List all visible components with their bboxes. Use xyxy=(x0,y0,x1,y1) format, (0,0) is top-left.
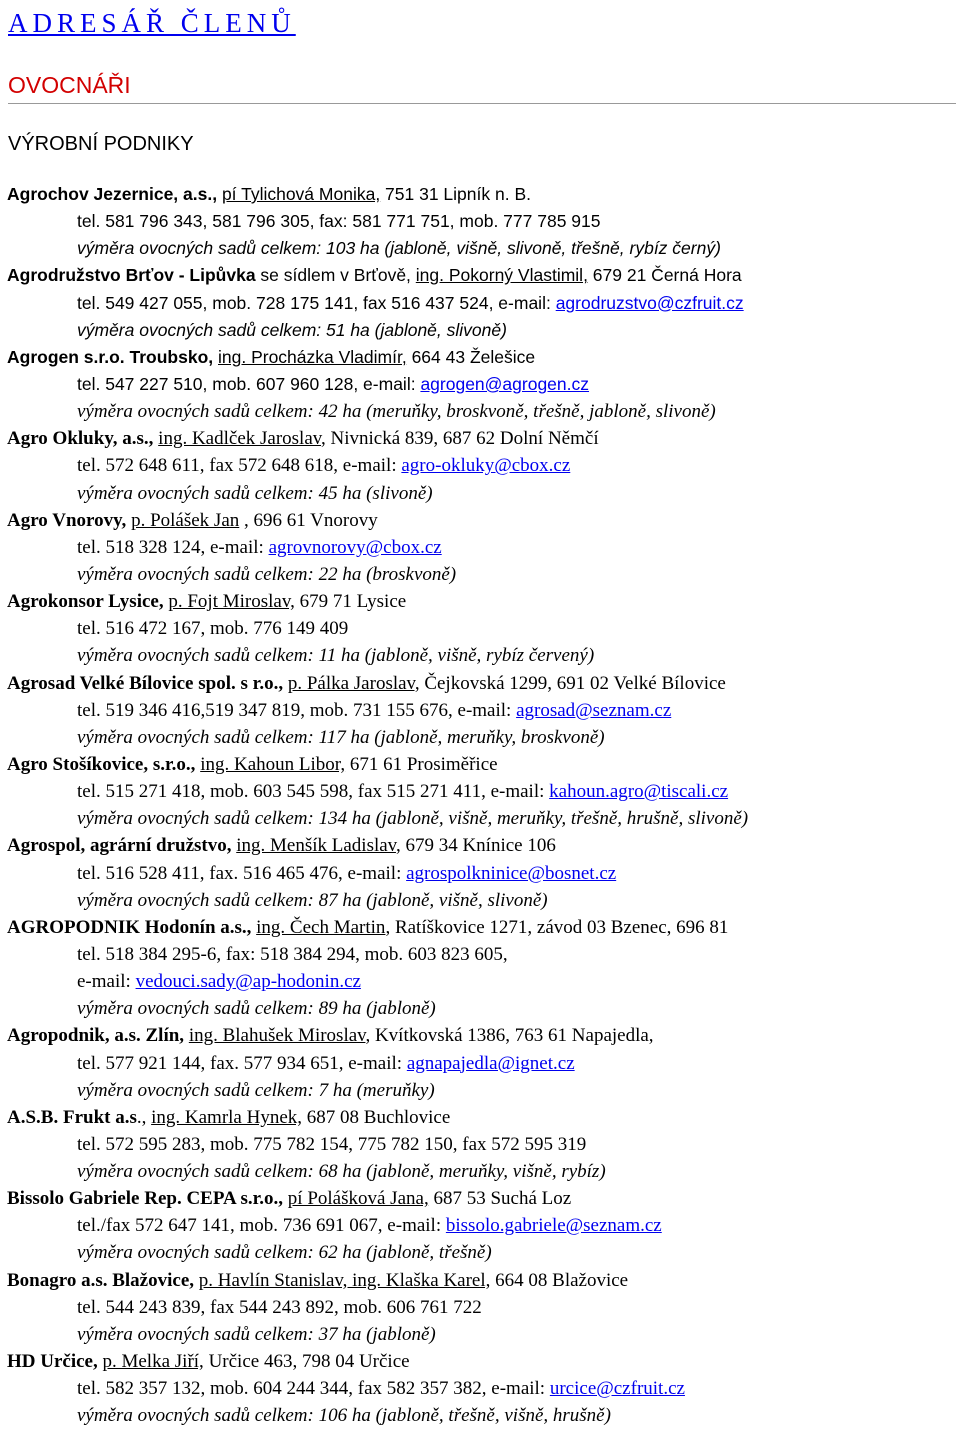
contact-line xyxy=(0,452,960,479)
text-segment: tel. 547 227 510, mob. 607 960 128, e-mail: xyxy=(77,373,421,394)
contact-line xyxy=(0,534,960,561)
contact-line xyxy=(0,1294,960,1321)
text-segment: , Kvítkovská 1386, 763 61 Napajedla, xyxy=(365,1025,654,1047)
orchard-area-line xyxy=(0,1077,960,1104)
orchard-area-line xyxy=(0,1402,960,1429)
text-segment: Určice 463, 798 04 Určice xyxy=(203,1351,410,1373)
company-name: Agropodnik, a.s. Zlín, xyxy=(7,1025,189,1047)
company-line xyxy=(0,1022,960,1049)
section-divider xyxy=(8,103,956,104)
orchard-area-line xyxy=(0,235,960,262)
contact-line xyxy=(0,615,960,642)
text-segment: tel. 515 271 418, mob. 603 545 598, fax 515 271 411, e-mail: xyxy=(77,781,550,803)
member-directory-list xyxy=(0,181,960,1429)
text-segment: tel. 582 357 132, mob. 604 244 344, fax 582 357 382, e-mail: xyxy=(77,1378,550,1400)
company-name: Agro Okluky, a.s., xyxy=(7,428,159,450)
company-line xyxy=(0,1348,960,1375)
text-segment: e-mail: xyxy=(77,971,136,993)
email-link[interactable]: vedouci.sady@ap-hodonin.cz xyxy=(135,971,361,993)
text-segment: tel. 516 472 167, mob. 776 149 409 xyxy=(77,618,349,640)
text-segment: výměra ovocných sadů celkem: 7 ha (meruňky) xyxy=(77,1079,435,1101)
text-segment: tel. 518 384 295-6, fax: 518 384 294, mob. 603 823 605, xyxy=(77,943,508,965)
email-link[interactable]: urcice@czfruit.cz xyxy=(549,1378,685,1400)
text-segment: výměra ovocných sadů celkem: 87 ha (jabloně, višně, slivoně) xyxy=(77,889,548,911)
company-name: AGROPODNIK Hodonín a.s., xyxy=(7,916,257,938)
orchard-area-line xyxy=(0,642,960,669)
text-segment: tel. 577 921 144, fax. 577 934 651, e-mail: xyxy=(77,1052,407,1074)
company-line xyxy=(0,425,960,452)
company-name: A.S.B. Frukt a.s xyxy=(7,1106,137,1128)
text-segment: tel. 544 243 839, fax 544 243 892, mob. 606 761 722 xyxy=(77,1296,482,1318)
text-segment: tel./fax 572 647 141, mob. 736 691 067, e-mail: xyxy=(77,1215,446,1237)
company-line xyxy=(0,914,960,941)
company-name: Agrospol, agrární družstvo, xyxy=(7,835,237,857)
text-segment: , Nivnická 839, 687 62 Dolní Němčí xyxy=(321,428,599,450)
company-line xyxy=(0,1185,960,1212)
company-name: Agrogen s.r.o. Troubsko, xyxy=(7,346,218,367)
subsection-title: VÝROBNÍ PODNIKY xyxy=(8,133,194,155)
text-segment: výměra ovocných sadů celkem: 89 ha (jabloně) xyxy=(77,998,436,1020)
orchard-area-line xyxy=(0,805,960,832)
text-segment: výměra ovocných sadů celkem: 103 ha (jabloně, višně, slivoně, třešně, rybíz černý) xyxy=(77,238,721,259)
contact-person: p. Fojt Miroslav, xyxy=(168,591,295,613)
text-segment: tel. 519 346 416,519 347 819, mob. 731 155 676, e-mail: xyxy=(77,699,517,721)
contact-person: ing. Procházka Vladimír, xyxy=(218,346,407,367)
contact-line xyxy=(0,697,960,724)
email-link[interactable]: agrovnorovy@cbox.cz xyxy=(268,536,442,558)
contact-line xyxy=(0,1050,960,1077)
contact-person: p. Polášek Jan xyxy=(131,509,240,531)
company-line xyxy=(0,751,960,778)
contact-person: ing. Kadlček Jaroslav xyxy=(158,428,322,450)
contact-person: pí Polášková Jana, xyxy=(287,1188,429,1210)
text-segment: výměra ovocných sadů celkem: 106 ha (jabloně, třešně, višně, hrušně) xyxy=(77,1405,611,1427)
text-segment: výměra ovocných sadů celkem: 51 ha (jabloně, slivoně) xyxy=(77,319,507,340)
text-segment: 751 31 Lipník n. B. xyxy=(380,184,531,204)
text-segment: 679 21 Černá Hora xyxy=(587,265,742,286)
text-segment: výměra ovocných sadů celkem: 62 ha (jabloně, třešně) xyxy=(77,1242,492,1264)
contact-line xyxy=(0,860,960,887)
company-name: Bonagro a.s. Blažovice, xyxy=(7,1269,199,1291)
text-segment: výměra ovocných sadů celkem: 68 ha (jabloně, meruňky, višně, rybíz) xyxy=(77,1161,606,1183)
contact-person: ing. Kamrla Hynek, xyxy=(151,1106,303,1128)
document-title[interactable]: ADRESÁŘ ČLENŮ xyxy=(8,8,296,38)
contact-person: p. Melka Jiří, xyxy=(102,1351,204,1373)
email-link[interactable]: agrosad@seznam.cz xyxy=(516,699,672,721)
contact-person: ing. Čech Martin xyxy=(256,916,386,938)
email-link[interactable]: agrogen@agrogen.cz xyxy=(420,373,590,394)
contact-line xyxy=(0,778,960,805)
text-segment: 671 61 Prosiměřice xyxy=(345,753,498,775)
text-segment: Čejkovská 1299, 691 02 Velké Bílovice xyxy=(419,672,726,694)
text-segment: tel. 516 528 411, fax. 516 465 476, e-mail: xyxy=(77,862,407,884)
contact-person: ing. Kahoun Libor, xyxy=(200,753,346,775)
company-name: Agrochov Jezernice, a.s., xyxy=(7,184,222,204)
email-link[interactable]: bissolo.gabriele@seznam.cz xyxy=(445,1215,662,1237)
company-line xyxy=(0,262,960,289)
contact-line xyxy=(0,208,960,235)
orchard-area-line xyxy=(0,561,960,588)
text-segment: tel. 581 796 343, 581 796 305, fax: 581 771 751, mob. 777 785 915 xyxy=(77,211,601,232)
contact-person: p. Pálka Jaroslav, xyxy=(287,672,420,694)
contact-line xyxy=(0,941,960,968)
text-segment: , 696 61 Vnorovy xyxy=(239,509,378,531)
text-segment: tel. 549 427 055, mob. 728 175 141, fax 516 437 524, e-mail: xyxy=(77,292,556,313)
text-segment: 687 08 Buchlovice xyxy=(302,1106,451,1128)
contact-person: p. Havlín Stanislav, ing. Klaška Karel, xyxy=(198,1269,491,1291)
text-segment: výměra ovocných sadů celkem: 117 ha (jabloně, meruňky, broskvoně) xyxy=(77,726,605,748)
contact-person: ing. Pokorný Vlastimil, xyxy=(415,265,588,286)
contact-line xyxy=(0,290,960,317)
text-segment: tel. 518 328 124, e-mail: xyxy=(77,536,269,558)
orchard-area-line xyxy=(0,995,960,1022)
text-segment: ., xyxy=(136,1106,152,1128)
contact-person: ing. Menšík Ladislav xyxy=(236,835,396,857)
company-name: Agrokonsor Lysice, xyxy=(7,591,169,613)
text-segment: výměra ovocných sadů celkem: 22 ha (broskvoně) xyxy=(77,563,457,585)
email-link[interactable]: agrospolkninice@bosnet.cz xyxy=(406,862,617,884)
email-link[interactable]: kahoun.agro@tiscali.cz xyxy=(549,781,729,803)
company-name: Bissolo Gabriele Rep. CEPA s.r.o., xyxy=(7,1188,288,1210)
text-segment: výměra ovocných sadů celkem: 134 ha (jabloně, višně, meruňky, třešně, hrušně, slivoně) xyxy=(77,808,749,830)
text-segment: tel. 572 595 283, mob. 775 782 154, 775 782 150, fax 572 595 319 xyxy=(77,1133,587,1155)
orchard-area-line xyxy=(0,887,960,914)
company-line xyxy=(0,670,960,697)
text-segment: se sídlem v Brťově, xyxy=(255,265,416,286)
contact-line xyxy=(0,1375,960,1402)
text-segment: 664 08 Blažovice xyxy=(490,1269,629,1291)
section-title: OVOCNÁŘI xyxy=(8,72,131,98)
orchard-area-line xyxy=(0,1158,960,1185)
email-link[interactable]: agnapajedla@ignet.cz xyxy=(406,1052,575,1074)
orchard-area-line xyxy=(0,1321,960,1348)
contact-person: pí Tylichová Monika, xyxy=(221,184,381,204)
company-line xyxy=(0,1104,960,1131)
text-segment: tel. 572 648 611, fax 572 648 618, e-mail: xyxy=(77,455,402,477)
company-line xyxy=(0,832,960,859)
text-segment: 687 53 Suchá Loz xyxy=(428,1188,572,1210)
text-segment: 679 71 Lysice xyxy=(294,591,407,613)
text-segment: výměra ovocných sadů celkem: 42 ha (meruňky, broskvoně, třešně, jabloně, slivoně) xyxy=(77,401,716,423)
contact-line xyxy=(0,371,960,398)
orchard-area-line xyxy=(0,398,960,425)
text-segment: , Ratíškovice 1271, závod 03 Bzenec, 696 81 xyxy=(385,916,729,938)
email-link[interactable]: agrodruzstvo@czfruit.cz xyxy=(555,292,744,313)
company-line xyxy=(0,588,960,615)
text-segment: výměra ovocných sadů celkem: 37 ha (jabloně) xyxy=(77,1323,436,1345)
contact-line xyxy=(0,968,960,995)
company-line xyxy=(0,181,960,208)
text-segment: výměra ovocných sadů celkem: 11 ha (jabloně, višně, rybíz červený) xyxy=(77,645,595,667)
company-line xyxy=(0,1267,960,1294)
contact-person: ing. Blahušek Miroslav xyxy=(188,1025,366,1047)
orchard-area-line xyxy=(0,724,960,751)
orchard-area-line xyxy=(0,317,960,344)
text-segment: 664 43 Želešice xyxy=(406,346,536,367)
company-line xyxy=(0,507,960,534)
company-line xyxy=(0,344,960,371)
orchard-area-line xyxy=(0,480,960,507)
company-name: HD Určice, xyxy=(7,1351,103,1373)
orchard-area-line xyxy=(0,1239,960,1266)
company-name: Agrosad Velké Bílovice spol. s r.o., xyxy=(7,672,288,694)
text-segment: , 679 34 Knínice 106 xyxy=(395,835,556,857)
email-link[interactable]: agro-okluky@cbox.cz xyxy=(401,455,571,477)
text-segment: výměra ovocných sadů celkem: 45 ha (slivoně) xyxy=(77,482,433,504)
contact-line xyxy=(0,1212,960,1239)
company-name: Agrodružstvo Brťov - Lipůvka xyxy=(7,265,256,286)
company-name: Agro Stošíkovice, s.r.o., xyxy=(7,753,201,775)
company-name: Agro Vnorovy, xyxy=(7,509,132,531)
contact-line xyxy=(0,1131,960,1158)
